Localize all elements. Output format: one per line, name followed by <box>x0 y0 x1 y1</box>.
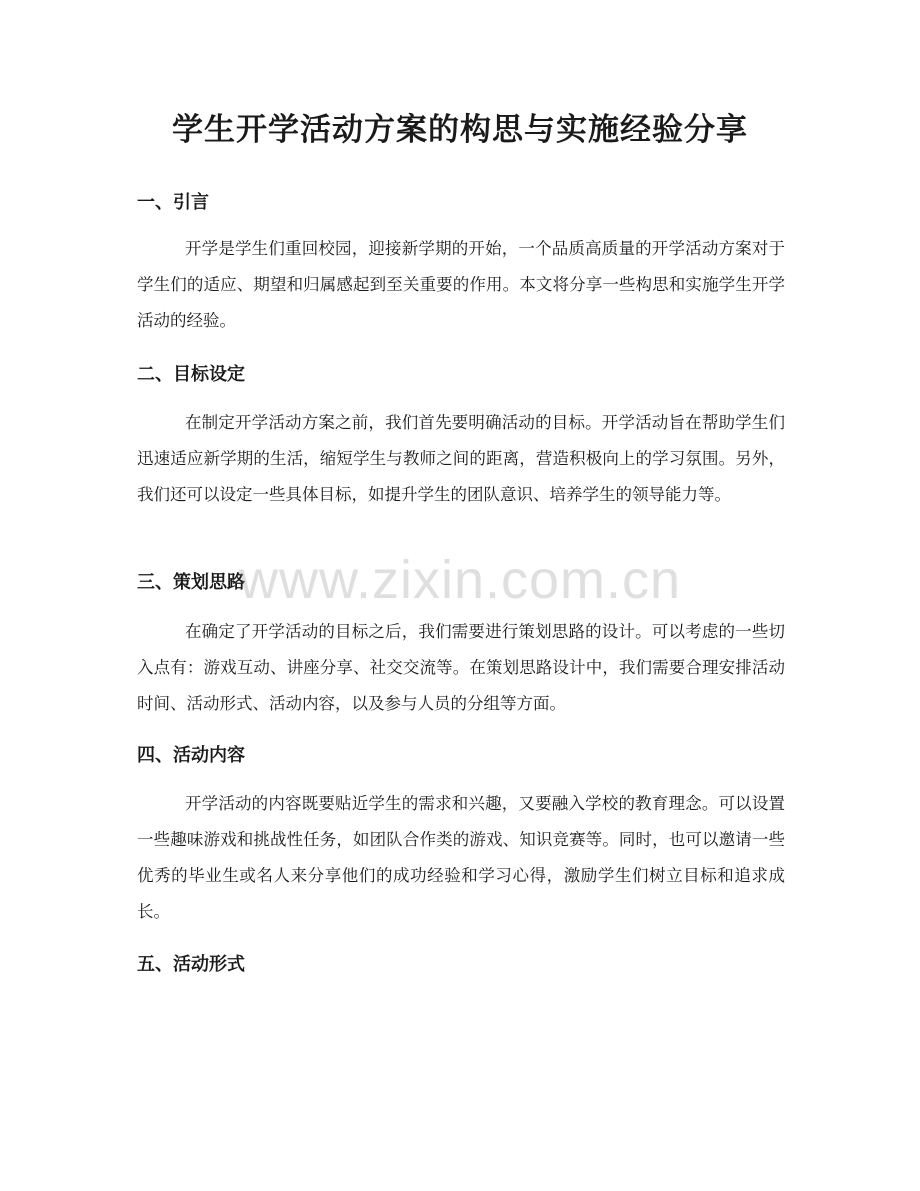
section-body-content: 开学活动的内容既要贴近学生的需求和兴趣，又要融入学校的教育理念。可以设置一些趣味游戏和挑战性任务，如团队合作类的游戏、知识竞赛等。同时，也可以邀请一些优秀的毕业生或名人来分享他们的成功经验和学习心得，激励学生们树立目标和追求成长。 <box>137 794 785 921</box>
section-body-planning: 在确定了开学活动的目标之后，我们需要进行策划思路的设计。可以考虑的一些切入点有：游戏互动、讲座分享、社交交流等。在策划思路设计中，我们需要合理安排活动时间、活动形式、活动内容，以及参与人员的分组等方面。 <box>137 622 785 713</box>
section-heading-intro: 一、引言 <box>137 192 209 213</box>
watermark: www.zixin.com.cn <box>238 550 682 610</box>
document-title: 学生开学活动方案的构思与实施经验分享 <box>172 112 748 148</box>
section-heading-format: 五、活动形式 <box>137 954 245 975</box>
section-body-intro: 开学是学生们重回校园，迎接新学期的开始，一个品质高质量的开学活动方案对于学生们的适应、期望和归属感起到至关重要的作用。本文将分享一些构思和实施学生开学活动的经验。 <box>137 239 785 330</box>
section-heading-goals: 二、目标设定 <box>137 364 245 385</box>
section-heading-planning: 三、策划思路 <box>137 572 245 593</box>
section-body-goals: 在制定开学活动方案之前，我们首先要明确活动的目标。开学活动旨在帮助学生们迅速适应新学期的生活，缩短学生与教师之间的距离，营造积极向上的学习氛围。另外，我们还可以设定一些具体目标，如提升学生的团队意识、培养学生的领导能力等。 <box>137 413 785 504</box>
section-heading-content: 四、活动内容 <box>137 745 245 766</box>
